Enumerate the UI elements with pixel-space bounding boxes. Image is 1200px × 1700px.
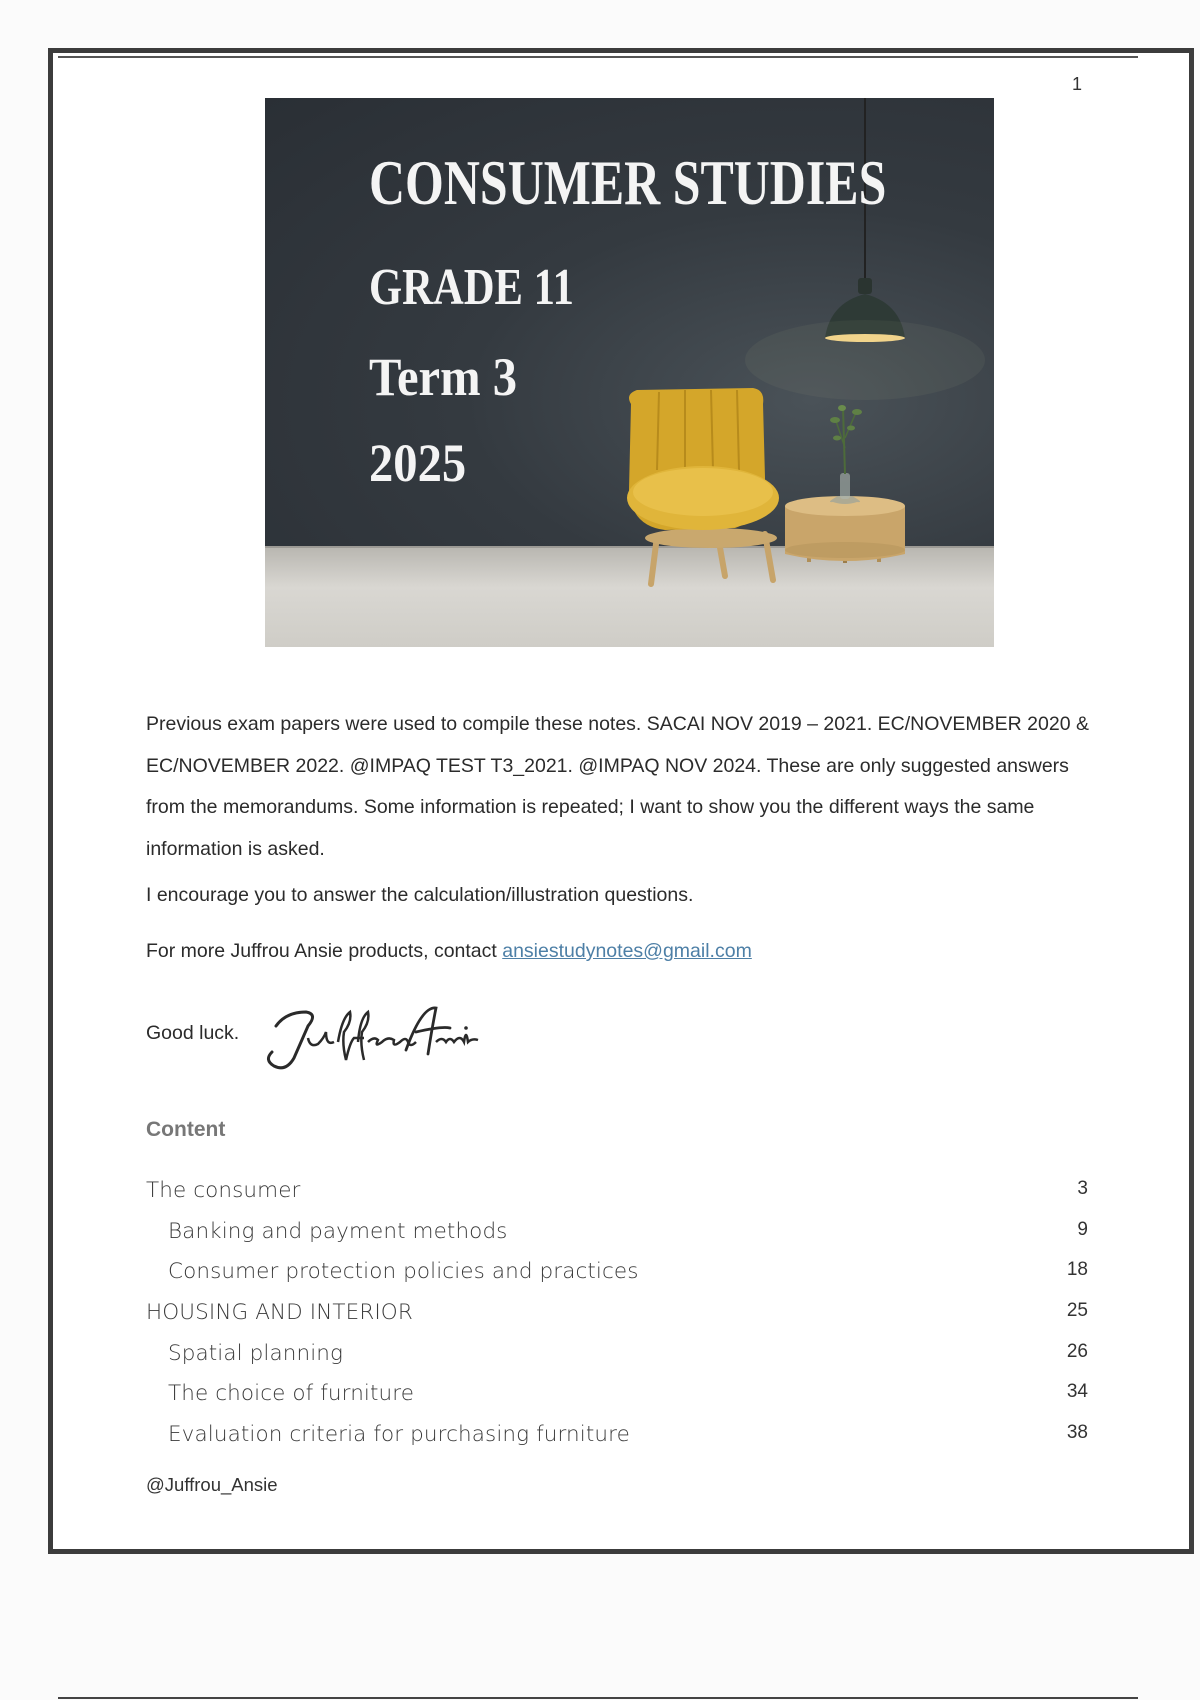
toc-item-title: Banking and payment methods xyxy=(168,1218,508,1244)
toc-item-page: 3 xyxy=(1077,1178,1088,1199)
toc-item-page: 26 xyxy=(1066,1340,1088,1362)
contents-heading: Content xyxy=(146,1118,226,1141)
toc-item-page: 18 xyxy=(1066,1259,1088,1281)
toc-item[interactable] xyxy=(146,1211,1088,1252)
intro-section xyxy=(146,704,1096,870)
encourage-paragraph: I encourage you to answer the calculation/illustration questions. xyxy=(146,884,694,906)
toc-item-page: 34 xyxy=(1066,1381,1088,1403)
toc-item[interactable] xyxy=(146,1251,1088,1292)
intro-paragraph: Previous exam papers were used to compile these notes. SACAI NOV 2019 – 2021. EC/NOVEMBER 2020 & EC/NOVEMBER 2022. @IMPAQ TEST T3_2021. @IMPAQ NOV 2024. These are only suggested answers from the memorandums. Some information is repeated; I want to show you the different ways the same information is asked. xyxy=(146,713,1089,860)
toc-item-title: The consumer xyxy=(146,1178,301,1203)
cover-title: CONSUMER STUDIES xyxy=(369,147,887,218)
signature-juffrou-ansie xyxy=(246,998,496,1078)
footer-handle: @Juffrou_Ansie xyxy=(146,1474,278,1495)
toc-item-title: HOUSING AND INTERIOR xyxy=(146,1300,413,1326)
toc-item[interactable] xyxy=(146,1333,1088,1374)
toc-item-page: 9 xyxy=(1077,1218,1088,1240)
toc-item-title: The choice of furniture xyxy=(168,1381,415,1407)
bottom-rule xyxy=(58,1697,1138,1699)
toc-item-title: Evaluation criteria for purchasing furniture xyxy=(168,1422,630,1448)
contact-paragraph xyxy=(146,940,752,963)
top-rule xyxy=(58,56,1138,58)
toc-item-page: 25 xyxy=(1066,1300,1088,1322)
armchair-icon xyxy=(627,388,779,584)
contact-prefix: For more Juffrou Ansie products, contact xyxy=(146,940,503,962)
toc-item-title: Consumer protection policies and practices xyxy=(168,1259,639,1285)
vase-plant-icon xyxy=(830,405,862,504)
cover-term: Term 3 xyxy=(369,347,518,407)
cover-grade: GRADE 11 xyxy=(369,259,574,316)
side-table-icon xyxy=(785,496,905,563)
cover-image xyxy=(265,98,994,647)
cover-year: 2025 xyxy=(369,433,467,493)
page-number: 1 xyxy=(1072,74,1083,94)
toc-item[interactable] xyxy=(146,1373,1088,1414)
table-of-contents xyxy=(146,1170,1088,1455)
toc-item[interactable] xyxy=(146,1414,1088,1455)
toc-item-title: Spatial planning xyxy=(168,1340,344,1366)
toc-item[interactable] xyxy=(146,1170,1088,1211)
toc-item[interactable] xyxy=(146,1292,1088,1333)
contact-email-link[interactable]: ansiestudynotes@gmail.com xyxy=(502,940,752,962)
good-luck-text: Good luck. xyxy=(146,1022,240,1044)
pendant-lamp-icon xyxy=(745,98,985,400)
toc-item-page: 38 xyxy=(1066,1422,1088,1444)
